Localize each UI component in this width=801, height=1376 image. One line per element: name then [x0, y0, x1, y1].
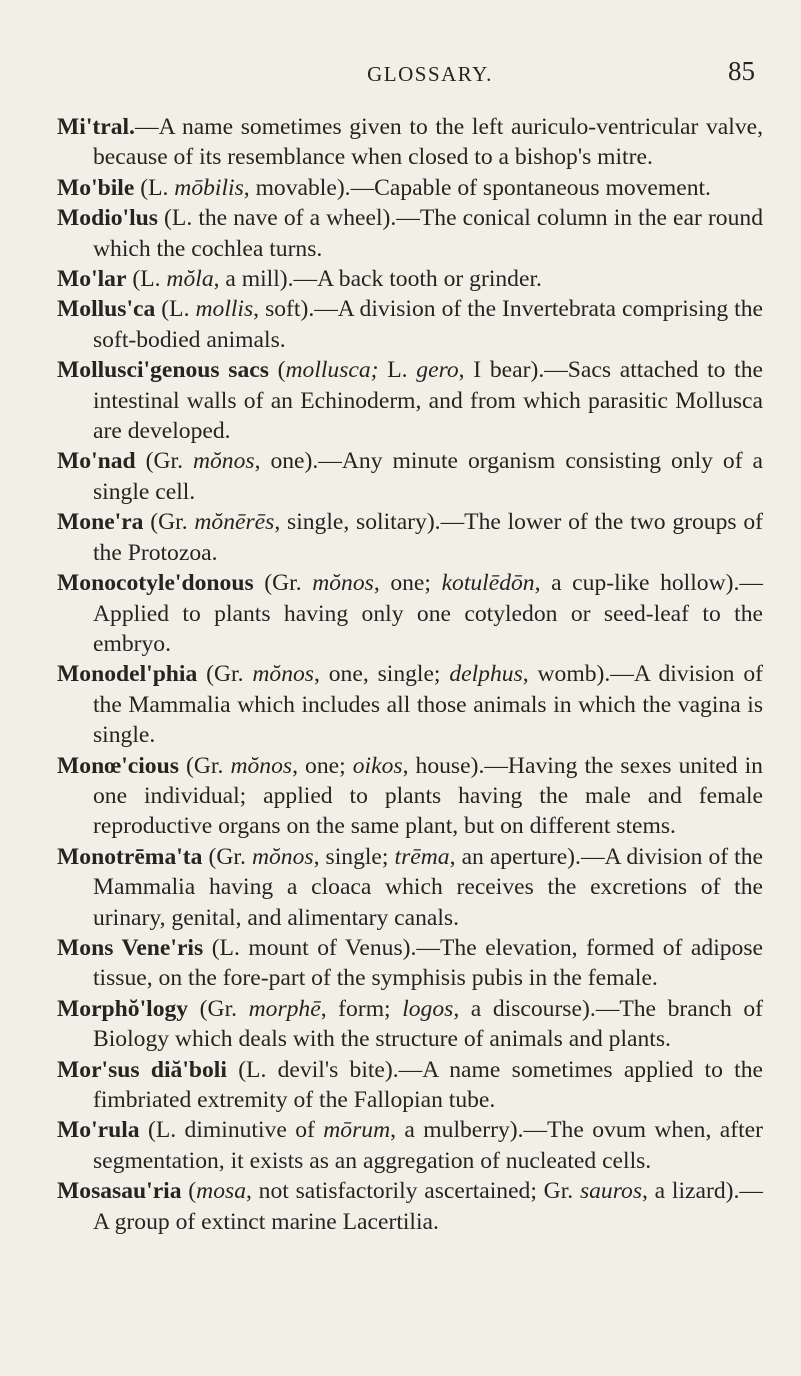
- entry-text: (L. diminutive of: [139, 1117, 324, 1144]
- entry-etymon: oikos: [352, 752, 403, 779]
- entry-text: (Gr.: [135, 448, 193, 475]
- entry-text: , one;: [292, 752, 353, 779]
- glossary-entry: [57, 659, 763, 750]
- entry-text: (Gr.: [202, 843, 252, 870]
- entry-text: , house).—Having the sexes united in one individual; applied to plants having the male and female reproductive organs on the same plant, but on different stems.: [93, 752, 763, 840]
- entry-etymon: logos: [402, 995, 454, 1022]
- entry-headword: Mo'lar: [57, 266, 127, 293]
- glossary-entries: [57, 112, 763, 1237]
- entry-headword: Mosasau'ria: [57, 1178, 182, 1205]
- entry-text: , a lizard).—A group of extinct marine Lacertilia.: [93, 1178, 763, 1235]
- entry-headword: Mo'nad: [57, 448, 136, 475]
- glossary-entry: [57, 203, 763, 264]
- glossary-entry: [57, 994, 763, 1055]
- entry-text: , an aperture).—A division of the Mammalia having a cloaca which receives the excretions of the urinary, genital, and alimentary canals.: [93, 843, 763, 931]
- entry-headword: Mons Vene'ris: [57, 934, 204, 961]
- entry-text: , movable).—Capable of spontaneous movement.: [243, 174, 711, 201]
- running-title: GLOSSARY.: [367, 62, 493, 86]
- entry-headword: Monocotyle'donous: [57, 570, 254, 597]
- entry-etymon: mŏnos: [192, 448, 255, 475]
- entry-etymon: mōbilis: [174, 174, 244, 201]
- entry-text: (: [181, 1178, 197, 1205]
- entry-headword: Mollusci'genous sacs: [57, 357, 269, 384]
- entry-etymon: sauros: [579, 1178, 642, 1205]
- glossary-entry: [57, 507, 763, 568]
- entry-text: (Gr.: [197, 661, 253, 688]
- glossary-entry: [57, 1176, 763, 1237]
- entry-text: , a discourse).—The branch of Biology which deals with the structure of animals and plants.: [93, 995, 763, 1053]
- glossary-entry: [57, 264, 763, 294]
- entry-etymon: mŏla: [166, 266, 214, 293]
- entry-etymon: mollis: [195, 296, 254, 323]
- entry-text: L.: [387, 357, 417, 384]
- entry-headword: Mo'rula: [57, 1117, 140, 1144]
- glossary-entry: [57, 842, 763, 933]
- entry-etymon: trēma: [394, 843, 450, 870]
- entry-etymon: mŏnos: [230, 752, 293, 779]
- entry-text: , single;: [313, 843, 395, 870]
- entry-text: , a cup-like hollow).—Applied to plants having only one cotyledon or seed-leaf to the embryo.: [93, 570, 763, 657]
- entry-headword: Modio'lus: [57, 205, 158, 232]
- entry-text: (Gr.: [143, 509, 195, 536]
- entry-etymon: mollusca;: [285, 357, 388, 384]
- entry-text: (L. the nave of a wheel).—The conical column in the ear round which the cochlea turns.: [93, 205, 763, 262]
- page-number: 85: [728, 56, 755, 86]
- entry-headword: Monodel'phia: [57, 661, 198, 688]
- entry-text: , a mulberry).—The ovum when, after segmentation, it exists as an aggregation of nucleated cells.: [93, 1117, 763, 1174]
- entry-etymon: mosa: [196, 1178, 246, 1205]
- entry-headword: Mi'tral.: [57, 114, 135, 140]
- entry-headword: Mo'bile: [57, 174, 135, 201]
- entry-headword: Morphŏ'logy: [57, 995, 189, 1022]
- entry-text: (L.: [134, 174, 175, 201]
- glossary-entry: [57, 112, 763, 173]
- entry-headword: Monœ'cious: [57, 752, 179, 779]
- glossary-entry: [57, 355, 763, 446]
- entry-headword: Mor'sus diă'boli: [57, 1056, 227, 1083]
- entry-text: —A name sometimes given to the left auriculo-ventricular valve, because of its resemblance when closed to a bishop's mitre.: [93, 114, 763, 171]
- entry-text: (L.: [155, 296, 196, 323]
- entry-text: , I bear).—Sacs attached to the intestinal walls of an Echinoderm, and from which parasitic Mollusca are developed.: [93, 357, 763, 445]
- entry-text: (Gr.: [253, 570, 313, 597]
- entry-text: (L. mount of Venus).—The elevation, formed of adipose tissue, on the fore-part of the symphisis pubis in the female.: [93, 934, 763, 992]
- glossary-entry: [57, 294, 763, 355]
- glossary-entry: [57, 1115, 763, 1176]
- entry-text: , form;: [320, 995, 403, 1022]
- entry-headword: Mollus'ca: [57, 296, 156, 323]
- entry-etymon: morphē: [248, 995, 321, 1022]
- entry-headword: Mone'ra: [57, 509, 144, 536]
- entry-etymon: mŏnērēs: [194, 509, 275, 536]
- entry-text: , one;: [373, 570, 442, 597]
- entry-headword: Monotrēma'ta: [57, 843, 203, 870]
- glossary-entry: [57, 568, 763, 659]
- entry-text: (Gr.: [178, 752, 231, 779]
- glossary-entry: [57, 751, 763, 842]
- glossary-entry: [57, 446, 763, 507]
- entry-text: (Gr.: [188, 995, 249, 1022]
- entry-etymon: mōrum: [323, 1117, 391, 1144]
- entry-text: , womb).—A division of the Mammalia which includes all those animals in which the vagina is single.: [93, 661, 763, 749]
- entry-etymon: mŏnos: [251, 843, 314, 870]
- entry-etymon: delphus: [449, 661, 523, 688]
- entry-text: (L.: [126, 266, 167, 293]
- entry-etymon: mŏnos: [312, 570, 374, 597]
- entry-etymon: gero: [416, 357, 459, 384]
- entry-text: , one).—Any minute organism consisting only of a single cell.: [93, 448, 763, 505]
- running-head: [57, 0, 763, 100]
- entry-text: , one, single;: [314, 661, 450, 688]
- entry-etymon: mŏnos: [252, 661, 314, 688]
- glossary-entry: [57, 1055, 763, 1116]
- glossary-entry: [57, 933, 763, 994]
- entry-text: (: [268, 357, 286, 384]
- entry-text: , not satisfactorily ascertained; Gr.: [246, 1178, 580, 1205]
- glossary-entry: [57, 173, 763, 203]
- entry-etymon: kotulēdōn: [441, 570, 535, 597]
- entry-text: , single, solitary).—The lower of the two groups of the Protozoa.: [93, 509, 763, 566]
- entry-text: , a mill).—A back tooth or grinder.: [213, 266, 542, 293]
- entry-text: , soft).—A division of the Invertebrata comprising the soft-bodied animals.: [93, 296, 763, 353]
- entry-text: (L. devil's bite).—A name sometimes applied to the fimbriated extremity of the Fallopian tube.: [93, 1056, 763, 1113]
